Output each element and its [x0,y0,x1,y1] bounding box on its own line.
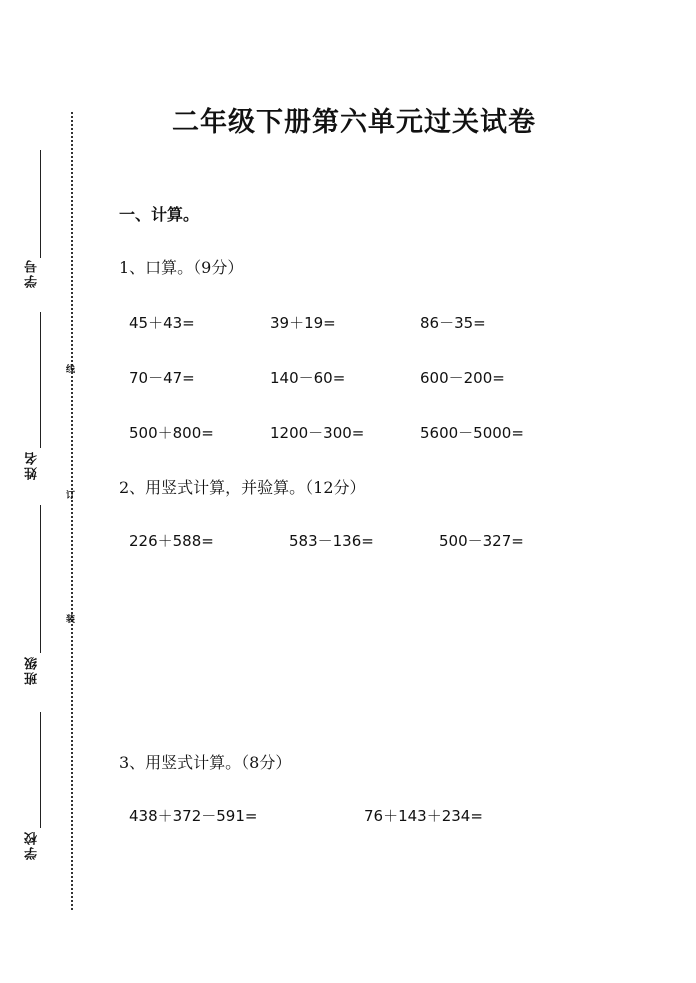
oral-problem: 500＋800= [129,424,214,442]
binding-mark-line: 线 [66,365,76,375]
oral-problem: 45＋43= [129,314,195,332]
question-1-heading: 1、口算。（9分） [119,258,244,277]
school-line[interactable] [40,712,41,828]
oral-problem: 600－200= [420,369,505,387]
binding-mark-install: 装 [66,615,76,625]
class-line[interactable] [40,505,41,653]
vertical-problem: 226＋588= [129,532,214,550]
binding-dotted-line [71,112,73,910]
class-label: 班级 [25,655,40,685]
section-heading-calculation: 一、计算。 [119,205,200,224]
student-number-label: 学号 [25,258,40,288]
oral-problem: 86－35= [420,314,486,332]
vertical-problem: 583－136= [289,532,374,550]
oral-problem: 39＋19= [270,314,336,332]
school-label: 学校 [25,830,40,860]
oral-problem: 70－47= [129,369,195,387]
question-2-heading: 2、用竖式计算，并验算。（12分） [119,478,366,497]
oral-problem: 5600－5000= [420,424,524,442]
question-3-heading: 3、用竖式计算。（8分） [119,753,292,772]
school-number-line[interactable] [40,150,41,258]
student-name-label: 姓名 [25,450,40,480]
vertical-problem: 438＋372－591= [129,807,258,825]
oral-problem: 1200－300= [270,424,365,442]
oral-problem: 140－60= [270,369,346,387]
binding-mark-order: 订 [66,491,76,501]
vertical-problem: 76＋143＋234= [364,807,483,825]
vertical-problem: 500－327= [439,532,524,550]
page-title: 二年级下册第六单元过关试卷 [172,107,536,138]
name-line[interactable] [40,312,41,448]
